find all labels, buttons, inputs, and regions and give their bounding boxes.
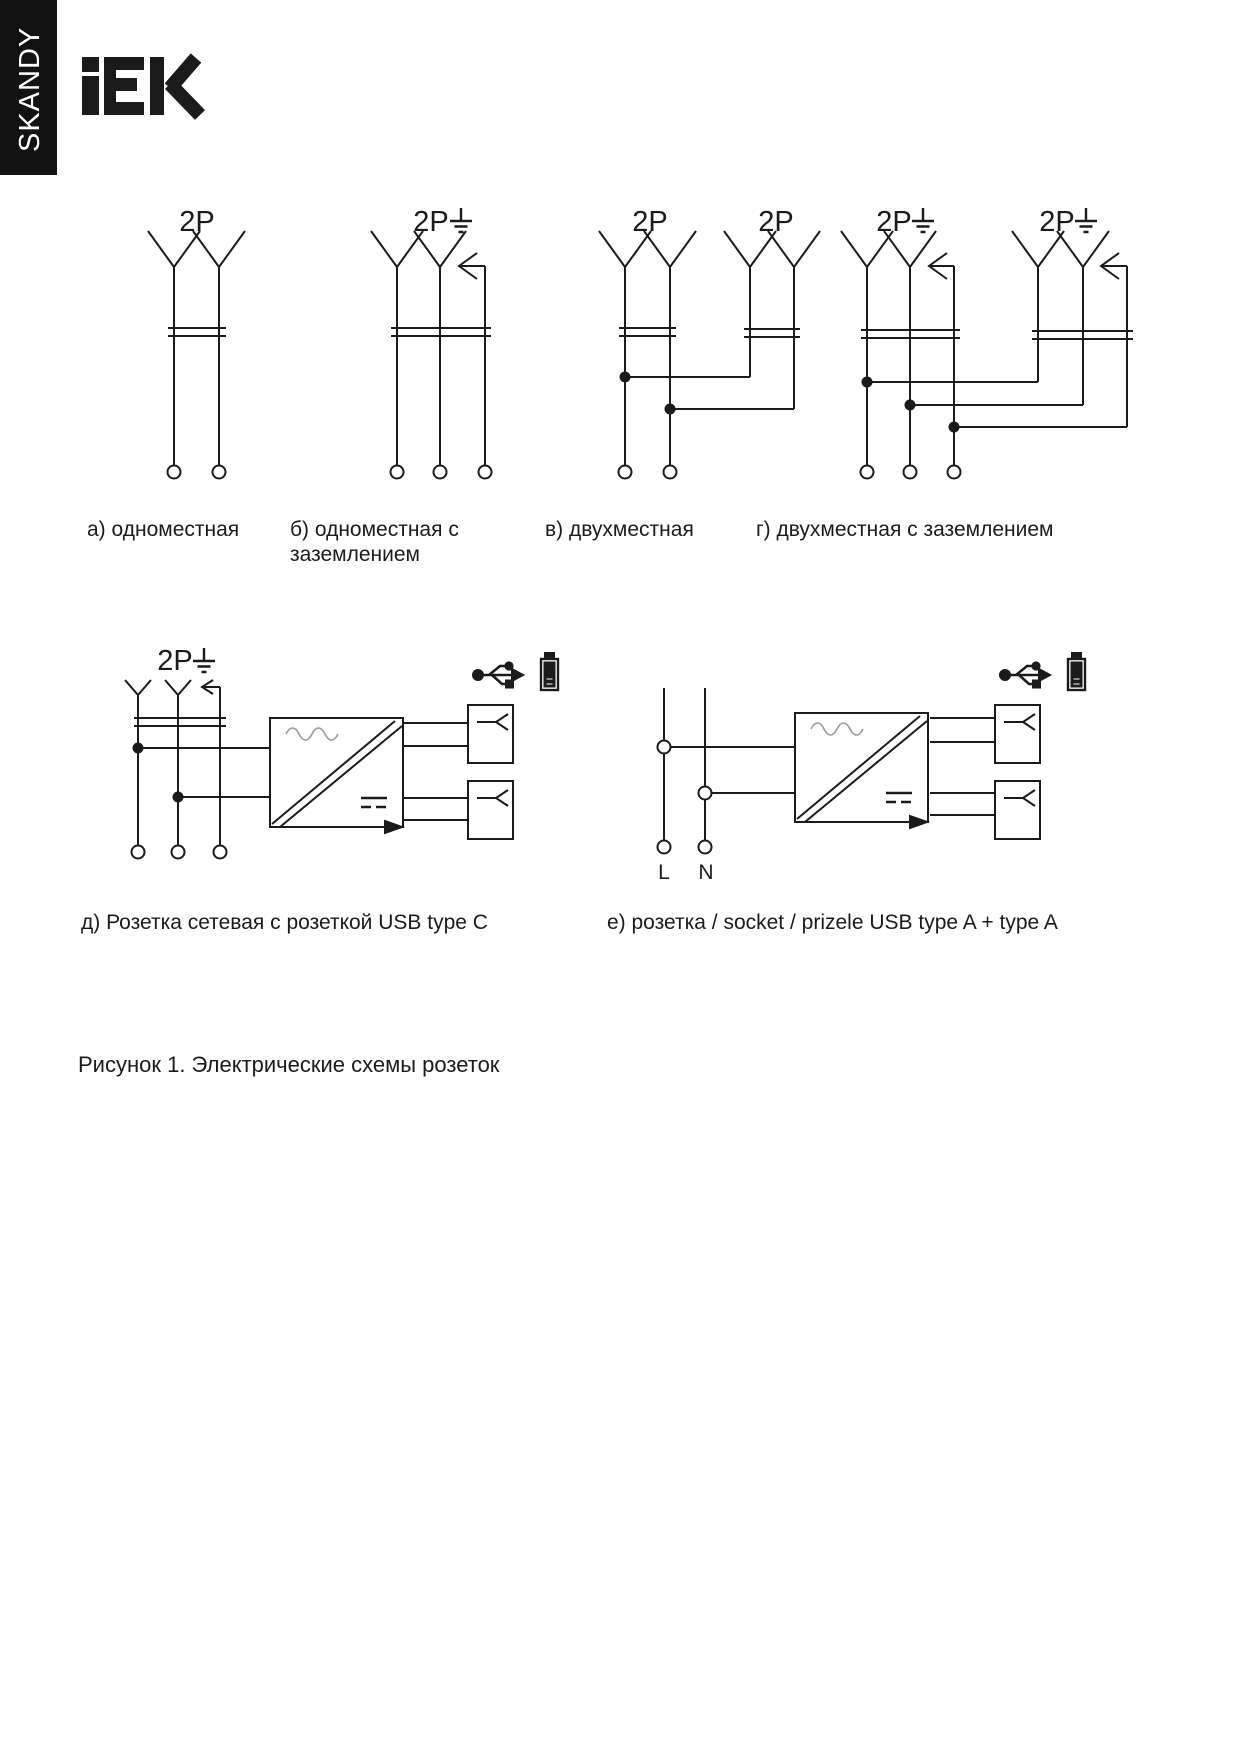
caption-b-line2: заземлением bbox=[290, 543, 420, 566]
terminal bbox=[434, 466, 447, 479]
usb-icon bbox=[473, 662, 523, 687]
terminal bbox=[213, 466, 226, 479]
right-earth-line bbox=[1101, 266, 1127, 427]
output-wires bbox=[930, 718, 995, 815]
tap-terminal bbox=[699, 787, 712, 800]
terminal bbox=[391, 466, 404, 479]
pole-lines bbox=[397, 267, 440, 465]
usb-port-box bbox=[995, 781, 1040, 839]
link-wires bbox=[625, 377, 794, 409]
usb-port-box bbox=[995, 705, 1040, 763]
label-neutral: N bbox=[698, 861, 714, 884]
label-2p: 2P bbox=[413, 206, 449, 238]
caption-e: е) розетка / socket / prizele USB type A + type A bbox=[607, 911, 1058, 934]
diagram-d-socket-usb-c bbox=[125, 645, 558, 859]
left-socket-bar bbox=[619, 328, 676, 336]
terminal bbox=[479, 466, 492, 479]
caption-d: д) Розетка сетевая с розеткой USB type C bbox=[81, 911, 488, 934]
sidebar bbox=[0, 0, 57, 175]
iek-logo bbox=[82, 57, 200, 115]
terminal bbox=[168, 466, 181, 479]
label-2p-left: 2P bbox=[632, 206, 668, 238]
junction-dot bbox=[173, 792, 184, 803]
feed-wires bbox=[138, 748, 269, 797]
junction-dot bbox=[665, 404, 676, 415]
right-socket-bar bbox=[744, 329, 800, 337]
diagram-e-socket-usb-a bbox=[658, 653, 1086, 884]
diagram-b-single-socket-earthed bbox=[371, 206, 492, 479]
ground-icon bbox=[193, 648, 215, 672]
caption-a: а) одноместная bbox=[87, 518, 240, 541]
pole-lines bbox=[174, 267, 219, 465]
figure-caption: Рисунок 1. Электрические схемы розеток bbox=[78, 1052, 500, 1077]
feed-wires bbox=[671, 747, 794, 793]
socket-contact-icon bbox=[125, 680, 151, 695]
supply-lines bbox=[664, 688, 705, 840]
label-2p: 2P bbox=[179, 206, 215, 238]
terminal bbox=[948, 466, 961, 479]
battery-icon bbox=[1068, 653, 1085, 690]
ground-icon bbox=[1075, 208, 1097, 232]
ground-icon bbox=[450, 208, 472, 232]
left-pole-lines bbox=[625, 267, 670, 465]
ground-icon bbox=[912, 208, 934, 232]
ac-dc-converter bbox=[795, 713, 928, 828]
ac-dc-converter bbox=[270, 718, 403, 833]
caption-g: г) двухместная с заземлением bbox=[756, 518, 1054, 541]
junction-dot bbox=[905, 400, 916, 411]
terminal bbox=[619, 466, 632, 479]
junction-dot bbox=[862, 377, 873, 388]
terminal bbox=[172, 846, 185, 859]
label-2p-right: 2P bbox=[1039, 206, 1075, 238]
diagram-g-double-socket-earthed bbox=[841, 206, 1133, 479]
terminal bbox=[214, 846, 227, 859]
junction-dot bbox=[620, 372, 631, 383]
label-2p: 2P bbox=[157, 645, 193, 677]
socket-contact-icon bbox=[165, 680, 191, 695]
series-name-vertical: SKANDY bbox=[14, 26, 46, 152]
junction-dot bbox=[133, 743, 144, 754]
terminal bbox=[132, 846, 145, 859]
terminal bbox=[699, 841, 712, 854]
battery-icon bbox=[541, 653, 558, 690]
terminal bbox=[658, 841, 671, 854]
tap-terminal bbox=[658, 741, 671, 754]
output-wires bbox=[403, 723, 468, 820]
caption-v: в) двухместная bbox=[545, 518, 694, 541]
earth-pole-line bbox=[459, 266, 485, 465]
label-2p-left: 2P bbox=[876, 206, 912, 238]
usb-port-box bbox=[468, 705, 513, 763]
socket-bar bbox=[134, 718, 226, 726]
terminal bbox=[664, 466, 677, 479]
usb-port-box bbox=[468, 781, 513, 839]
usb-icon bbox=[1000, 662, 1050, 687]
terminal bbox=[904, 466, 917, 479]
socket-bar bbox=[168, 328, 226, 336]
junction-dot bbox=[949, 422, 960, 433]
terminal bbox=[861, 466, 874, 479]
earth-pole-line bbox=[202, 687, 220, 845]
caption-b-line1: б) одноместная с bbox=[290, 518, 459, 541]
right-pole-lines bbox=[1038, 267, 1083, 405]
diagram-v-double-socket bbox=[599, 206, 820, 479]
label-line: L bbox=[658, 861, 670, 884]
diagram-a-single-socket bbox=[148, 206, 245, 479]
left-pole-lines bbox=[867, 267, 910, 465]
left-earth-line bbox=[929, 266, 954, 465]
label-2p-right: 2P bbox=[758, 206, 794, 238]
